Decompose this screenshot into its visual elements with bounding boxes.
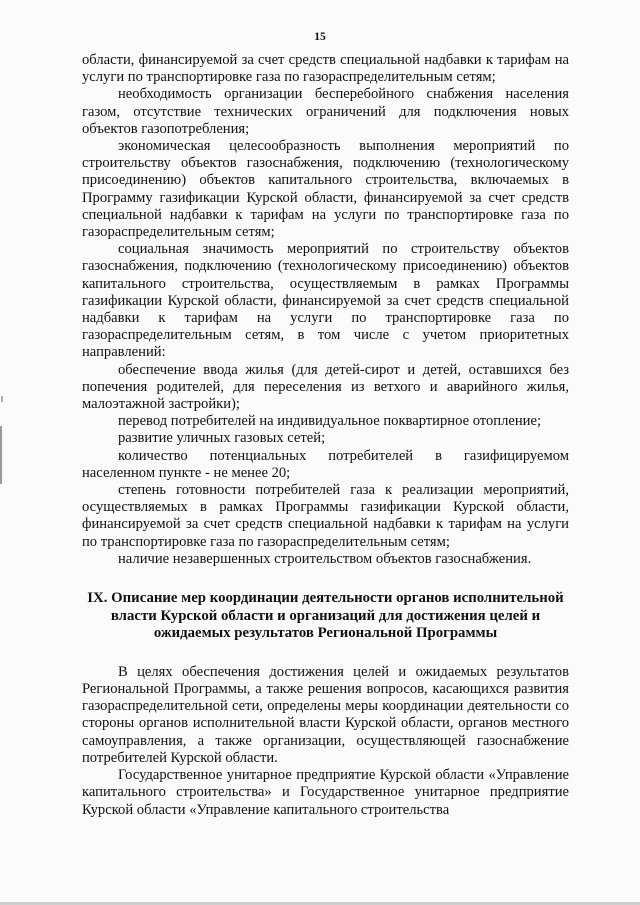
paragraph-4: обеспечение ввода жилья (для детей-сирот и детей, оставшихся без попечения родителей, для переселения из ветхого и аварийного жилья, малоэтажной застройки);	[82, 361, 569, 413]
binding-mark-line	[0, 426, 2, 484]
page-content	[82, 52, 569, 819]
page-number: 15	[314, 31, 326, 43]
paragraph-0: области, финансируемой за счет средств специальной надбавки к тарифам на услуги по транспортировке газа по газораспределительным сетям;	[82, 52, 569, 86]
paragraph-1: необходимость организации бесперебойного снабжения населения газом, отсутствие технических ограничений для подключения новых объектов газопотребления;	[82, 86, 569, 137]
paragraph-6: развитие уличных газовых сетей;	[118, 430, 326, 447]
paragraph-10: В целях обеспечения достижения целей и ожидаемых результатов Региональной Программы, а также решения вопросов, касающихся развития газораспределительной сети, определены меры координации деятельности со стороны органов исполнительной власти Курской области, органов местного самоуправления, а также организации, осуществляющей газоснабжение потребителей Курской области.	[82, 663, 569, 766]
paragraph-5: перевод потребителей на индивидуальное поквартирное отопление;	[118, 413, 542, 430]
paragraph-3: социальная значимость мероприятий по строительству объектов газоснабжения, подключению (технологическому присоединению) объектов капитального строительства, осуществляемым в рамках Программы газификации Курской области, финансируемой за счет средств специальной надбавки к тарифам на услуги по транспортировке газа по газораспределительным сетям, в том числе с учетом приоритетных направлений:	[82, 241, 569, 361]
section-heading: IX. Описание мер координации деятельности органов исполнительной власти Курской области и организаций для достижения целей и ожидаемых результатов Региональной Программы	[87, 590, 564, 642]
paragraph-2: экономическая целесообразность выполнения мероприятий по строительству объектов газоснабжения, подключению (технологическому присоединению) объектов капитального строительства, включаемых в Программу газификации Курской области, финансируемой за счет средств специальной надбавки к тарифам на услуги по транспортировке газа по газораспределительным сетям;	[82, 138, 569, 241]
paragraph-9: наличие незавершенных строительством объектов газоснабжения.	[118, 550, 532, 567]
binding-mark-dot	[1, 396, 3, 402]
paragraph-7: количество потенциальных потребителей в газифицируемом населенном пункте - не менее 20;	[82, 447, 569, 481]
paragraph-8: степень готовности потребителей газа к реализации мероприятий, осуществляемых в рамках Программы газификации Курской области, финансируемой за счет средств специальной надбавки к тарифам на услуги по транспортировке газа по газораспределительным сетям;	[82, 482, 569, 550]
paragraph-11: Государственное унитарное предприятие Курской области «Управление капитального строительства» и Государственное унитарное предприятие Курской области «Управление капитального строительства	[82, 767, 569, 818]
